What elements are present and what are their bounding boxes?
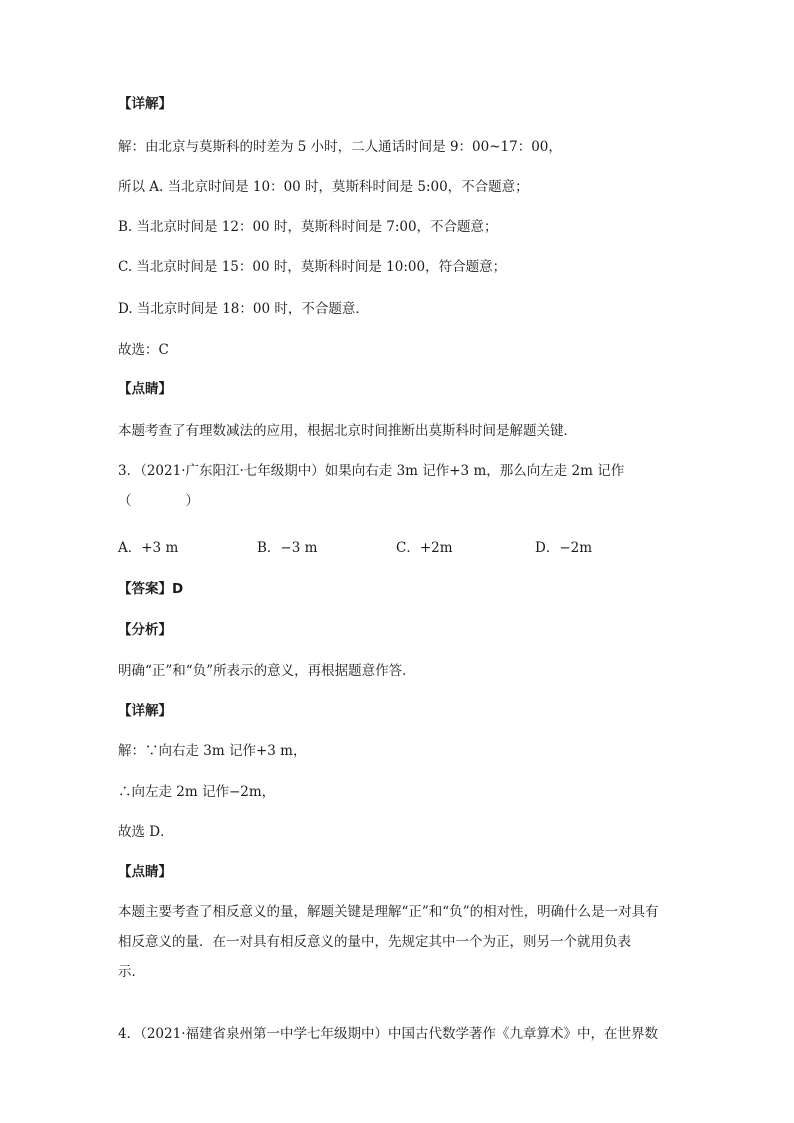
option-b: B．−3 m: [257, 540, 318, 556]
detail-line: 所以 A. 当北京时间是 10：00 时，莫斯科时间是 5:00，不合题意；: [118, 179, 529, 195]
detail-line: D. 当北京时间是 18：00 时，不合题意．: [118, 301, 369, 317]
option-d: D．−2m: [535, 540, 593, 556]
comment-line: 本题主要考查了相反意义的量，解题关键是理解“正”和“负”的相对性，明确什么是一对具有: [118, 904, 659, 920]
question-stem: 4．（2021·福建省泉州第一中学七年级期中）中国古代数学著作《九章算术》中，在世界数: [118, 1026, 658, 1042]
analysis-text: 明确“正”和“负”所表示的意义，再根据题意作答．: [118, 663, 416, 679]
comment-line: 相反意义的量．在一对具有相反意义的量中，先规定其中一个为正，则另一个就用负表: [118, 934, 631, 950]
answer-line: 【答案】D: [118, 581, 184, 597]
option-c: C．+2m: [396, 540, 453, 556]
detail-line: 解：由北京与莫斯科的时差为 5 小时，二人通话时间是 9：00~17：00，: [118, 139, 562, 155]
detail-heading: 【详解】: [118, 96, 172, 112]
detail-line: 解：∵向右走 3m 记作+3 m，: [118, 743, 307, 759]
detail-line: 故选 D．: [118, 824, 174, 840]
detail-line: B. 当北京时间是 12：00 时，莫斯科时间是 7:00，不合题意；: [118, 219, 498, 235]
detail-heading: 【详解】: [118, 703, 172, 719]
detail-line: 故选：C: [118, 342, 169, 358]
comment-text: 本题考查了有理数减法的应用，根据北京时间推断出莫斯科时间是解题关键．: [118, 423, 577, 439]
detail-line: ∴向左走 2m 记作−2m，: [118, 784, 276, 800]
analysis-heading: 【分析】: [118, 622, 172, 638]
question-blank: （ ）: [118, 493, 199, 509]
option-a: A．+3 m: [118, 540, 179, 556]
comment-heading: 【点睛】: [118, 381, 172, 397]
comment-line: 示．: [118, 964, 145, 980]
comment-heading: 【点睛】: [118, 864, 172, 880]
detail-line: C. 当北京时间是 15：00 时，莫斯科时间是 10:00，符合题意；: [118, 259, 507, 275]
question-stem: 3．（2021·广东阳江·七年级期中）如果向右走 3m 记作+3 m，那么向左走 2m 记作: [118, 463, 625, 479]
